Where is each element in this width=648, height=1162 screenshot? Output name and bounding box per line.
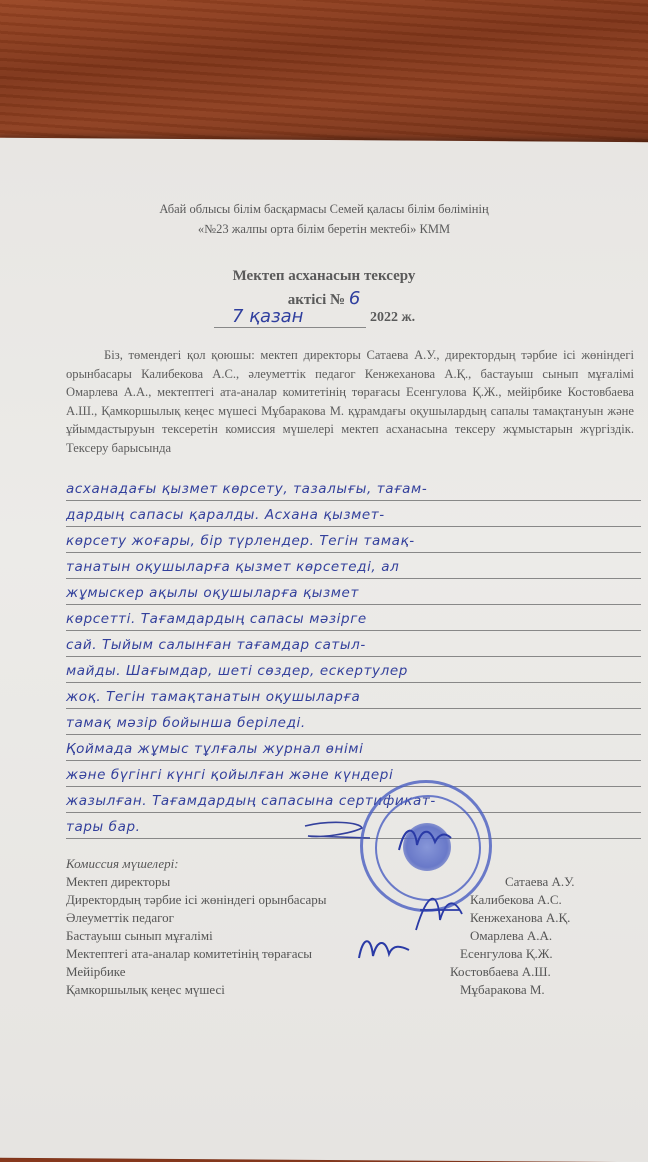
document-title: Мектеп асханасын тексеру [232, 268, 416, 284]
body-typed-paragraph: Біз, төмендегі қол қоюшы: мектеп директоры Сатаева А.У., директордың тәрбие ісі жөніндегі орынбасары Калибекова А.С., әлеуметтік педагог Кенжеханова А.Қ., бастауыш сынып мұғалімі Омарлева А.А., мектептегі ата-аналар комитетінің төрағасы Есенгулова Қ.Ж., мейірбике Костовбаева А.Ш., Қамкоршылық кеңес мүшесі Мұбаракова М. құрамдағы оқушылардың сапалы тамақтануын және ұйымдастыруын тексеретін комиссия мүшелері мектеп асханасына тексеру жұмыстарын жүргіздік. Тексеру барысында [66, 348, 634, 455]
member-signature-icon [410, 880, 470, 940]
handwritten-line: жұмыскер ақылы оқушыларға қызмет [66, 585, 359, 601]
handwritten-line: танатын оқушыларға қызмет көрсетеді, ал [66, 559, 400, 575]
signature-name: Костовбаева А.Ш. [450, 964, 551, 979]
handwritten-line: дардың сапасы қаралды. Асхана қызмет- [66, 507, 385, 523]
rule-line [66, 812, 641, 813]
act-prefix: актісі № [287, 292, 346, 308]
rule-line [66, 656, 641, 657]
commission-heading: Комиссия мүшелері: [66, 856, 179, 871]
rule-line [66, 630, 641, 631]
rule-line [66, 526, 641, 527]
handwritten-line: және бүгінгі күнгі қойылған және күндері [66, 767, 394, 783]
rule-line [66, 578, 641, 579]
date-year: 2022 ж. [370, 310, 416, 325]
signature-role: Қамкоршылық кеңес мүшесі [66, 982, 225, 997]
board-member-signature-icon [355, 930, 415, 970]
signature-name: Сатаева А.У. [505, 874, 575, 889]
rule-line [66, 604, 641, 605]
act-number-line [0, 288, 648, 309]
handwritten-line: Қоймада жұмыс тұлғалы журнал өнімі [66, 741, 364, 757]
handwritten-line: жоқ. Тегін тамақтанатын оқушыларға [66, 689, 361, 705]
rule-line [66, 760, 641, 761]
handwritten-line: көрсету жоғары, бір түрлендер. Тегін тамақ- [66, 533, 415, 549]
rule-line [66, 682, 641, 683]
rule-line [66, 786, 641, 787]
signature-role: Әлеуметтік педагог [66, 910, 174, 925]
signature-role: Бастауыш сынып мұғалімі [66, 928, 213, 943]
director-signature-icon [395, 820, 455, 860]
header-line-2: «№23 жалпы орта білім беретін мектебі» КММ [197, 222, 451, 236]
handwritten-line: жазылған. Тағамдардың сапасына сертификат- [66, 793, 436, 809]
signature-role: Директордың тәрбие ісі жөніндегі орынбасары [66, 892, 327, 907]
signature-name: Есенгулова Қ.Ж. [460, 946, 553, 961]
signature-role: Мейірбике [66, 964, 126, 979]
signature-name: Кенжеханова А.Қ. [470, 910, 571, 925]
signature-name: Калибекова А.С. [470, 892, 562, 907]
handwritten-line: сай. Тыйым салынған тағамдар сатыл- [66, 637, 366, 653]
handwritten-line: асханадағы қызмет көрсету, тазалығы, тағам- [66, 481, 428, 497]
signature-name: Омарлева А.А. [470, 928, 553, 943]
handwritten-line: тамақ мәзір бойынша беріледі. [66, 715, 306, 731]
signature-role: Мектептегі ата-аналар комитетінің төрағасы [66, 946, 313, 961]
header-line-1: Абай облысы білім басқармасы Семей қаласы білім бөлімінің [159, 202, 489, 216]
handwritten-line: майды. Шағымдар, шеті сөздер, ескертулер [66, 663, 408, 679]
handwritten-line: тары бар. [66, 819, 141, 835]
rule-line [66, 734, 641, 735]
rule-line [66, 708, 641, 709]
handwritten-line: көрсетті. Тағамдардың сапасы мәзірге [66, 611, 367, 627]
act-number-handwritten: 6 [348, 288, 361, 309]
date-handwritten: 7 қазан [232, 306, 304, 327]
signature-name: Мұбаракова М. [460, 982, 545, 997]
signature-role: Мектеп директоры [66, 874, 171, 889]
rule-line [66, 552, 641, 553]
rule-line [66, 500, 641, 501]
